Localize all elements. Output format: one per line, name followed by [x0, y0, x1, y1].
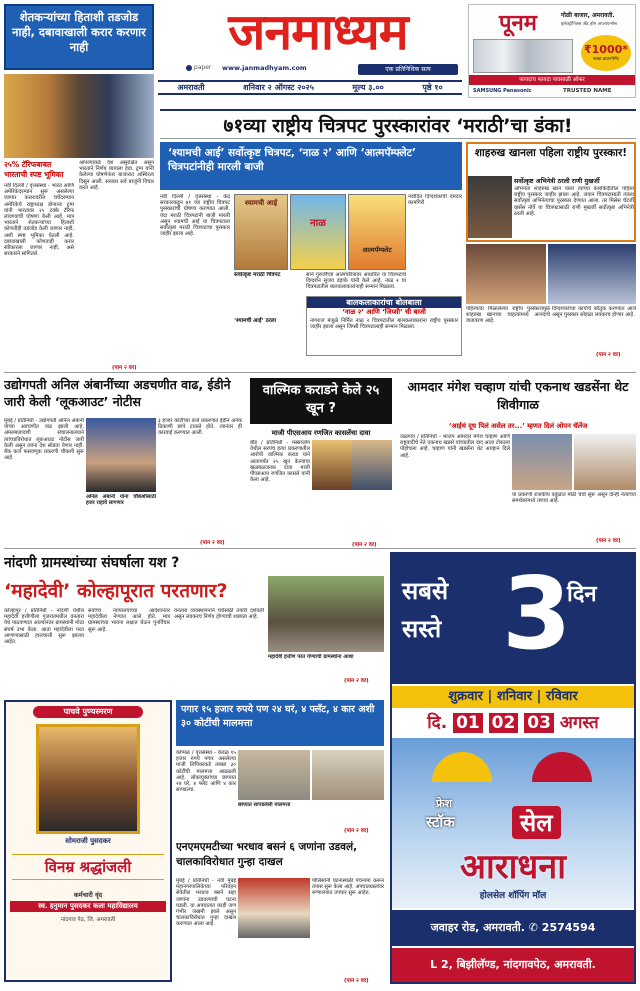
child-artists-body: नागराज मंजुळे निर्मित नाळ २ चित्रपटातील बालकलाकारांना राष्ट्रीय पुरस्कार जाहीर झाला असून जिप्सी चित्रपटालाही सन्मान मिळाला. — [310, 318, 458, 331]
salary-photo-1[interactable] — [238, 750, 310, 800]
bus-headline[interactable]: एनएमएमटीच्या भरधाव बसनं ६ जणांना उडवलं, चालकाविरोधात गुन्हा दाखल — [176, 841, 358, 868]
nandani-kicker: नांदणी ग्रामस्थांच्या संघर्षाला यश ? — [4, 555, 180, 571]
film-caption1b: ‘श्यामची आई’ ठरला — [234, 318, 277, 324]
ad-aradhana-road: जवाहर रोड, अमरावती. — [430, 921, 525, 934]
ad-poonam-offer-note: फक्त डाउनपेमेंट — [593, 57, 619, 62]
left-lead-box — [4, 4, 154, 70]
elephant-photo[interactable] — [268, 576, 384, 652]
poster1-title: श्यामची आई — [244, 199, 278, 207]
poster3-title: आत्मपॅम्फ्लेट — [362, 246, 392, 254]
chavan-body: जळगाव / प्रतिनिधी - भाजप आमदार मंगेश चव्हाण आणि राष्ट्रवादीचे नेते एकनाथ खडसे यांच्यातील वाद आता टोकाला पोहोचला आहे. चव्हाण यांनी खडसेंना थेट आव्हान दिले आहे. — [400, 434, 510, 459]
khadse-photo[interactable] — [574, 434, 636, 490]
bus-body: मुंबई / प्रतिनिधी - नवी मुंबई महानगरपालिकेच्या परिवहन सेवेतील भरधाव बसने सहा जणांना उडवल्याची घटना घडली. या अपघातात काही जण गंभीर जखमी झाले असून चालकाविरोधात गुन्हा दाखल करण्यात आला आहे. — [176, 878, 236, 928]
salary-headline[interactable]: पगार १५ हजार रुपये पण २४ घरं, ४ फ्लॅट, ४ कार अशी ३० कोटींची मालमत्ता — [181, 704, 375, 729]
anil-body: मुंबई / प्रतिनिधी - उद्योगपती अनिल अंबानी यांच्या अडचणीत वाढ झाली आहे. अंमलबजावणी संचालनालयाने त्यांच्याविरोधात लूकआउट नोटीस जारी केली असून त्यांना देश सोडता येणार नाही. बँक कर्ज फसवणूक प्रकरणी चौकशी सुरू आहे. — [4, 418, 84, 462]
paper-label — [186, 64, 226, 74]
bus-col2: पोलिसांनी घटनास्थळी पंचनामा करून तपास सुरू केला आहे. अपघातग्रस्तांवर रुग्णालयात उपचार सुरू आहेत. — [312, 878, 384, 897]
poster2-title: नाळ — [310, 218, 326, 229]
nandani-cont[interactable]: (पान २ वर) — [344, 678, 369, 684]
salary-caption: छाप्यात सापडलेली मालमत्ता — [238, 802, 291, 808]
globe-icon — [186, 65, 192, 71]
salary-photo-2[interactable] — [312, 750, 384, 800]
nandani-headline[interactable]: ‘महादेवी’ कोल्हापूरात परतणार? — [4, 580, 228, 602]
ad-aradhana-brand: आराधना — [459, 847, 567, 887]
srk-headline[interactable]: शाहरुख खानला पहिला राष्ट्रीय पुरस्कार! — [474, 147, 628, 159]
award-photo[interactable] — [548, 244, 636, 304]
ad-aradhana-dates-prefix: दि. — [427, 713, 448, 733]
ad-aradhana-scene — [392, 738, 634, 908]
chavan-col2: या प्रकरणी राजकीय वर्तुळात मोठी चर्चा सुरू असून दोन्ही नेत्यांच्या समर्थकांमध्ये तणाव आहे. — [512, 492, 636, 505]
dateline-city: अमरावती — [177, 83, 205, 92]
memorial-org: कर्मचारी वृंद — [73, 891, 103, 899]
ad-aradhana-fresh: फ्रेश — [436, 797, 452, 810]
srk-cont[interactable]: (पान २ वर) — [596, 352, 621, 358]
memorial-tribute: विनम्र श्रद्धांजली — [12, 854, 164, 880]
film-body1: नवी दिल्ली / वृत्तसंस्था - केंद्र सरकारकडून ७१ व्या राष्ट्रीय चित्रपट पुरस्कारांची घोषणा करण्यात आली. यंदा मराठी चित्रपटांनी बाजी मारली असून श्यामची आई या चित्रपटाला सर्वोत्कृष्ट मराठी चित्रपटाचा पुरस्कार जाहीर झाला आहे. — [160, 194, 230, 238]
karad-photo-1[interactable] — [312, 440, 352, 490]
ad-aradhana[interactable] — [390, 552, 636, 984]
nandani-col3: वनतारा व्यवस्थापनाने चर्चेसाठी तयारी दर्शवली असून लवकरच निर्णय होण्याची शक्यता आहे. — [174, 608, 264, 621]
salary-body: कोप्पळ / वृत्तसंस्था - केवळ १५ हजार रुपये पगार असलेल्या माजी लिपिकाकडे तब्बल ३० कोटींची मालमत्ता आढळली आहे. लोकायुक्तांच्या छाप्यात २४ घरे, ४ फ्लॅट आणि ४ कार सापडल्या. — [176, 750, 236, 794]
ad-aradhana-month: अगस्त — [559, 713, 599, 733]
ad-aradhana-top2: सस्ते — [402, 615, 442, 643]
salary-head-box — [176, 700, 384, 746]
bus-photo[interactable] — [238, 878, 310, 938]
dateline-price: मूल्य ३.०० — [352, 83, 384, 92]
srk-col1: पहिल्यांदा मिळालेल्या राष्ट्रीय पुरस्कारामुळे शाहरुख खानच्या चाहत्यांमध्ये आनंदाचे वातावरण आहे. — [466, 306, 550, 325]
ad-poonam-trusted: TRUSTED NAME — [563, 88, 612, 94]
film-caption1-line1: सर्वोत्कृष्ट मराठी चित्रपट — [234, 272, 281, 278]
divider-2 — [4, 548, 636, 549]
anil-headline[interactable]: उद्योगपती अनिल अंबानींच्या अडचणीत वाढ, ईडीने जारी केली ‘लूकआउट’ नोटीस — [4, 377, 231, 409]
ad-aradhana-sale: सेल — [512, 806, 561, 839]
ad-poonam-offer-badge — [581, 35, 631, 71]
karad-body: बीड / प्रतिनिधी - मस्साजोग येथील सरपंच हत्या प्रकरणातील आरोपी वाल्मिक कराड याने आतापर्यंत २५ खून केल्याचा खळबळजनक दावा माजी पीएसआय रणजित कासले यांनी केला आहे. — [250, 440, 310, 484]
trump-modi-photo[interactable] — [4, 74, 154, 158]
ad-poonam-offer: ₹1000* — [583, 43, 629, 56]
film-caption2: नवोदित दिग्दर्शकाची दमदार कामगिरी — [408, 194, 462, 207]
rani-photo[interactable] — [466, 244, 546, 304]
left-lead-headline[interactable]: शेतकऱ्यांच्या हिताशी तडजोड नाही, दबावाखाली करार करणार नाही — [12, 10, 146, 54]
nandani-body: कोल्हापूर / प्रतिनिधी - नांदणी येथील महादेवी हत्तीणीला गुजरातमधील वनतारा येथे पाठवण्यात आल्यानंतर ग्रामस्थांनी मोठा संघर्ष उभा केला. आता महादेवीला परत आणण्यासाठी हालचाली सुरू झाल्या आहेत. — [4, 608, 84, 646]
nandani-col2: सर्वोच्च न्यायालयाच्या आदेशानंतर महादेवीला नेण्यात आले होते. मात्र ग्रामस्थांच्या भावना लक्षात घेऊन पुनर्विचार सुरू आहे. — [88, 608, 170, 633]
memorial-header: पाचवे पुण्यस्मरण — [33, 706, 143, 718]
left-story-cont[interactable]: (पान २ वर) — [112, 365, 137, 371]
ad-aradhana-dates — [392, 710, 634, 736]
film-banner[interactable]: ७१व्या राष्ट्रीय चित्रपट पुरस्कारांवर ‘मराठी’चा डंका! — [160, 109, 636, 139]
ad-aradhana-branch: L 2, बिझीलॅण्ड, नांदगावपेठ, अमरावती. — [392, 948, 634, 982]
poster-aatmapamphlet[interactable] — [348, 194, 406, 270]
ad-aradhana-sub: होलसेल शॉपिंग मॉल — [479, 891, 547, 901]
anil-col2: ३ हजार कोटींच्या कर्ज प्रकरणात ईडीने अनेक ठिकाणी छापे टाकले होते. त्यानंतर ही कारवाई करण्यात आली. — [158, 418, 242, 437]
ad-aradhana-top1: सबसे — [402, 577, 449, 605]
chavan-photo[interactable] — [512, 434, 572, 490]
tagline: एक प्रतिनिधिक सत्य — [358, 64, 458, 75]
film-body2: साने गुरुजींच्या आत्मचरित्रावर आधारित या चित्रपटाचे दिग्दर्शन सुजय डहाके यांनी केले आहे. नाळ २ या चित्रपटातील बालकलाकारांनाही सन्मान मिळाला. — [306, 272, 406, 291]
srk-photo[interactable] — [468, 176, 512, 238]
salary-cont[interactable]: (पान २ वर) — [344, 828, 369, 834]
ad-aradhana-d3: 03 — [524, 713, 554, 733]
srk-col2: दिग्दर्शकांच्या कार्याचे कौतुक करण्यात आले असून पुरस्कार सोहळा लवकरच होणार आहे. — [552, 306, 636, 319]
anil-cont[interactable]: (पान २ वर) — [200, 540, 225, 546]
ad-aradhana-din: दिन — [567, 582, 597, 607]
srk-body: अभिनेता शाहरुख खान याला त्याच्या कारकिर्दीतील पहिला राष्ट्रीय पुरस्कार जाहीर झाला आहे. जवान चित्रपटासाठी त्याला सर्वोत्कृष्ट अभिनेत्याचा पुरस्कार देण्यात आला. तर मिसेस चॅटर्जी व्हर्सेस नॉर्वे या चित्रपटासाठी राणी मुखर्जी सर्वोत्कृष्ट अभिनेत्री ठरली आहे. — [514, 186, 634, 217]
memorial-portrait — [36, 724, 140, 834]
ad-poonam-shop: गोळी बाजार, अमरावती. — [561, 12, 615, 19]
ad-aradhana-phone[interactable]: 2574594 — [541, 921, 596, 934]
chavan-cont[interactable]: (पान २ वर) — [596, 538, 621, 544]
ad-poonam-line: फायदाच फायदा पावसाळी ऑफर — [469, 75, 635, 85]
chavan-sub: ‘आईचं दूध पिलं असेल तर...’ म्हणत दिलं ओपन चॅलेंज — [448, 422, 588, 430]
umbrella-icon — [432, 752, 492, 782]
masthead-logo: जनमाध्यम — [228, 2, 408, 61]
dateline-pages: पृष्ठे १० — [422, 83, 443, 92]
ad-aradhana-top — [392, 554, 634, 684]
ad-aradhana-address-bar — [392, 910, 634, 946]
anil-photo[interactable] — [86, 418, 156, 492]
poster-shyamchi-aai[interactable] — [234, 194, 288, 270]
ad-aradhana-days: शुक्रवार | शनिवार | रविवार — [392, 686, 634, 708]
ad-aradhana-d2: 02 — [489, 713, 519, 733]
karad-photo-2[interactable] — [352, 440, 392, 490]
child-artists-head[interactable]: बालकलाकारांचा बोलबाला — [307, 297, 461, 308]
left-story-headline[interactable]: २५% टॅरिफबाबत भारताची स्पष्ट भूमिका — [4, 160, 64, 179]
srk-sub: सर्वोत्कृष्ट अभिनेत्री ठरली राणी मुखर्जी — [514, 178, 600, 185]
website[interactable]: www.janmadhyam.com — [222, 64, 307, 72]
film-subhead-box — [160, 142, 462, 190]
ad-aradhana-d1: 01 — [453, 713, 483, 733]
ad-aradhana-num: 3 — [502, 555, 572, 672]
paper-text: paper — [193, 64, 212, 71]
karad-sub: माजी पीएसआय रणजित कासलेंचा दावा — [271, 429, 371, 437]
karad-head-box — [250, 378, 392, 424]
left-story-body2: आपल्याकडे देश असुरक्षित असून भारताने निर्णय घ्यायला हवा. ट्रम्प यांनी केलेल्या घोषणेनंतर बाजारात अस्थिरता दिसून आली. सरकार सर्व बाजूंनी विचार करत आहे. — [79, 160, 154, 191]
film-caption1 — [234, 272, 304, 288]
anil-caption: अनिल अंबानी यांना चौकशीसाठी हजर राहावे लागणार — [86, 494, 156, 507]
child-artists-box — [306, 296, 462, 356]
bus-cont[interactable]: (पान २ वर) — [344, 978, 369, 984]
memorial-ad[interactable] — [4, 700, 172, 982]
divider-1 — [4, 372, 636, 373]
ad-poonam[interactable] — [468, 4, 636, 98]
memorial-name: सोमराजी पुसदकर — [65, 837, 111, 845]
child-artists-sub: ‘नाळ २’ आणि ‘जिप्सी’ ची बाजी — [342, 308, 426, 316]
nandani-caption: महादेवी हत्तीण परत येण्याची ग्रामस्थांना आशा — [268, 654, 354, 660]
karad-headline[interactable]: वाल्मिक कराडने केले २५ खून ? — [262, 383, 380, 416]
ad-poonam-brand: पूनम — [499, 11, 537, 36]
dateline-bar — [158, 80, 462, 95]
ad-poonam-appliances — [473, 39, 573, 73]
umbrella-icon — [532, 752, 592, 782]
left-story-body: नवी दिल्ली / वृत्तसंस्था - भारत आणि अमेरिकेदरम्यान सुरू असलेल्या व्यापार करारावरील चर्चेदरम्यान अमेरिकेचे राष्ट्राध्यक्ष डोनाल्ड ट्रम्प यांनी भारतावर २५ टक्के टॅरिफ लावण्याची घोषणा केली आहे. मात्र भारताने शेतकऱ्यांच्या हिताशी कोणतीही तडजोड केली जाणार नाही, अशी स्पष्ट भूमिका घेतली आहे. दबावाखाली कोणताही करार स्वीकारला जाणार नाही, असे सरकारने सांगितले. — [4, 183, 74, 258]
dateline-date: शनिवार २ ऑगस्ट २०२५ — [243, 83, 314, 92]
poster-naal[interactable] — [290, 194, 346, 270]
phone-icon: ✆ — [528, 921, 538, 934]
ad-poonam-brands: SAMSUNG Panasonic — [473, 88, 532, 94]
film-subhead[interactable]: ‘श्यामची आई’ सर्वोत्कृष्ट चित्रपट, ‘नाळ २’ आणि ‘आत्मपॅम्फ्लेट’ चित्रपटांनीही मारली बाजी — [168, 147, 416, 173]
chavan-headline[interactable]: आमदार मंगेश चव्हाण यांची एकनाथ खडसेंना थेट शिवीगाळ — [407, 379, 629, 412]
karad-cont[interactable]: (पान २ वर) — [352, 542, 377, 548]
ad-poonam-sub: इलेक्ट्रॉनिक्स अँड होम अप्लायन्सेस — [561, 22, 617, 27]
memorial-org-name: स्व. हनुमान पुसदकर कला महाविद्यालय — [10, 901, 166, 912]
ad-aradhana-stock: स्टॉक — [426, 813, 455, 831]
memorial-org-addr: नांदगाव पेठ, जि. अमरावती — [60, 917, 116, 923]
